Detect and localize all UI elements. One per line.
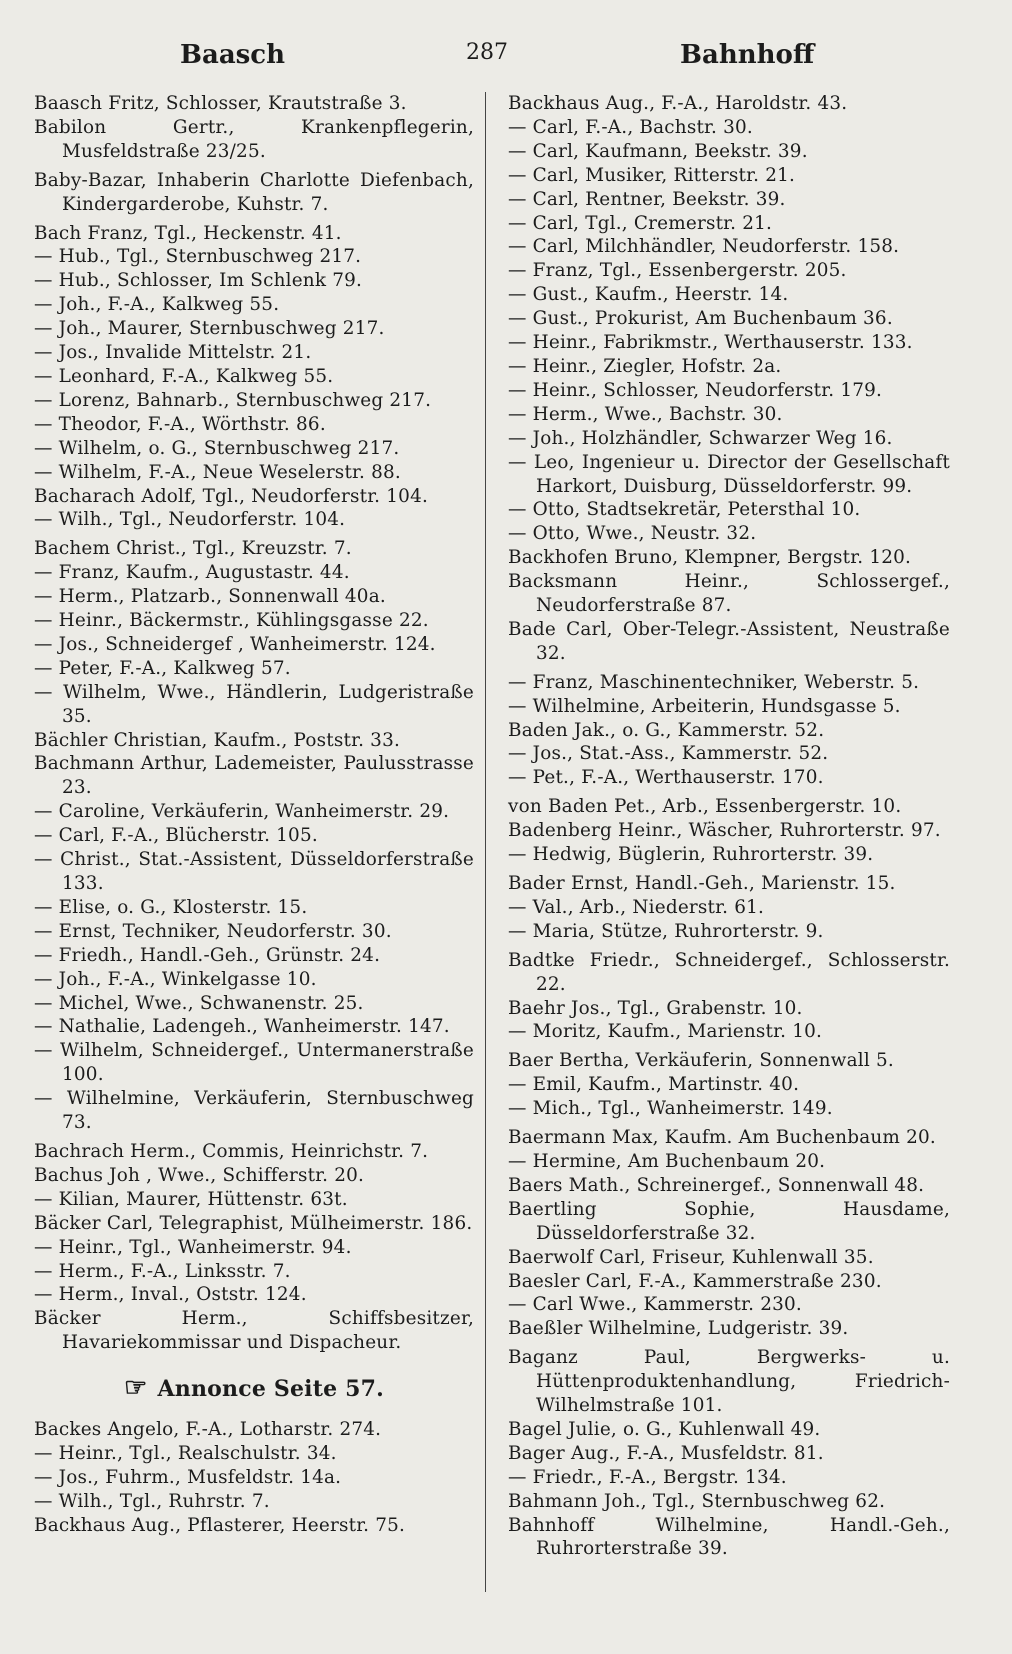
directory-entry: — Joh., F.-A., Winkelgasse 10. (34, 968, 317, 990)
directory-entry: — Gust., Kaufm., Heerstr. 14. (508, 284, 789, 306)
directory-entry: Bachem Christ., Tgl., Kreuzstr. 7. (34, 538, 352, 560)
directory-entry: Bachus Joh , Wwe., Schifferstr. 20. (34, 1164, 365, 1186)
directory-entry: Bäcker Carl, Telegraphist, Mülheimerstr. 186. (34, 1212, 473, 1234)
directory-entry: — Mich., Tgl., Wanheimerstr. 149. (508, 1098, 833, 1120)
directory-entry: Backhofen Bruno, Klempner, Bergstr. 120. (508, 547, 912, 569)
directory-entry: — Michel, Wwe., Schwanenstr. 25. (34, 992, 364, 1014)
directory-entry: — Jos., Fuhrm., Musfeldstr. 14a. (34, 1466, 342, 1488)
directory-entry: — Herm., F.-A., Linksstr. 7. (34, 1260, 291, 1282)
directory-entry: Backes Angelo, F.-A., Lotharstr. 274. (34, 1419, 382, 1441)
header-left-keyword: Baasch (180, 40, 286, 70)
directory-entry: Bachrach Herm., Commis, Heinrichstr. 7. (34, 1140, 429, 1162)
directory-entry: — Carl, Musiker, Ritterstr. 21. (508, 164, 796, 186)
page-number: 287 (466, 40, 508, 65)
directory-entry: Bager Aug., F.-A., Musfeldstr. 81. (508, 1442, 824, 1464)
directory-entry: — Heinr., Schlosser, Neudorferstr. 179. (508, 379, 883, 401)
directory-entry: Bach Franz, Tgl., Heckenstr. 41. (34, 222, 342, 244)
right-column (508, 92, 950, 1561)
directory-entry: — Elise, o. G., Klosterstr. 15. (34, 896, 308, 918)
directory-entry: Bachmann Arthur, Lademeister, Paulusstrasse 23. (34, 753, 474, 799)
directory-entry: — Otto, Stadtsekretär, Petersthal 10. (508, 499, 861, 521)
directory-entry: Badtke Friedr., Schneidergef., Schlosserstr. 22. (508, 949, 950, 995)
header-right-keyword: Bahnhoff (680, 40, 815, 70)
directory-entry: Baeßler Wilhelmine, Ludgeristr. 39. (508, 1318, 849, 1340)
directory-entry: Baganz Paul, Bergwerks- u. Hüttenproduktenhandlung, Friedrich-Wilhelmstraße 101. (508, 1347, 950, 1417)
directory-entry: — Pet., F.-A., Werthauserstr. 170. (508, 767, 824, 789)
directory-entry: Bacharach Adolf, Tgl., Neudorferstr. 104. (34, 485, 429, 507)
directory-entry: — Peter, F.-A., Kalkweg 57. (34, 657, 291, 679)
directory-entry: Baer Bertha, Verkäuferin, Sonnenwall 5. (508, 1050, 894, 1072)
directory-entry: — Jos., Invalide Mittelstr. 21. (34, 342, 312, 364)
directory-entry: Baertling Sophie, Hausdame, Düsseldorferstraße 32. (508, 1198, 950, 1244)
directory-entry: Bade Carl, Ober-Telegr.-Assistent, Neustraße 32. (508, 618, 950, 664)
directory-entry: Baers Math., Schreinergef., Sonnenwall 48. (508, 1174, 925, 1196)
directory-entry: — Wilhelmine, Arbeiterin, Hundsgasse 5. (508, 695, 901, 717)
directory-entry: Backhaus Aug., Pflasterer, Heerstr. 75. (34, 1514, 406, 1536)
directory-entry: — Emil, Kaufm., Martinstr. 40. (508, 1074, 800, 1096)
directory-entry: — Hermine, Am Buchenbaum 20. (508, 1150, 826, 1172)
directory-entry: — Wilhelm, o. G., Sternbuschweg 217. (34, 437, 400, 459)
directory-entry: Bader Ernst, Handl.-Geh., Marienstr. 15. (508, 873, 896, 894)
directory-entry: Bagel Julie, o. G., Kuhlenwall 49. (508, 1418, 821, 1440)
directory-entry: — Ernst, Techniker, Neudorferstr. 30. (34, 920, 392, 942)
directory-entry: Bahnhoff Wilhelmine, Handl.-Geh., Ruhrorterstraße 39. (508, 1514, 950, 1560)
directory-entry: Baden Jak., o. G., Kammerstr. 52. (508, 719, 825, 741)
directory-entry: Baby-Bazar, Inhaberin Charlotte Diefenbach, Kindergarderobe, Kuhstr. 7. (34, 169, 474, 215)
directory-entry: — Franz, Maschinentechniker, Weberstr. 5. (508, 671, 920, 693)
directory-entry: — Kilian, Maurer, Hüttenstr. 63t. (34, 1188, 348, 1210)
directory-entry: — Otto, Wwe., Neustr. 32. (508, 523, 757, 545)
directory-entry: — Lorenz, Bahnarb., Sternbuschweg 217. (34, 389, 432, 411)
directory-entry: — Hedwig, Büglerin, Ruhrorterstr. 39. (508, 844, 874, 866)
directory-entry: Bahmann Joh., Tgl., Sternbuschweg 62. (508, 1490, 886, 1512)
directory-entry: — Friedr., F.-A., Bergstr. 134. (508, 1466, 787, 1488)
directory-entry: — Leo, Ingenieur u. Director der Gesellschaft Harkort, Duisburg, Düsseldorferstr. 99. (508, 451, 950, 497)
directory-entry: — Franz, Tgl., Essenbergerstr. 205. (508, 260, 847, 282)
directory-entry: — Jos., Stat.-Ass., Kammerstr. 52. (508, 743, 829, 765)
directory-entry: Backsmann Heinr., Schlossergef., Neudorferstraße 87. (508, 571, 950, 617)
directory-entry: — Joh., Maurer, Sternbuschweg 217. (34, 318, 385, 340)
column-divider (485, 92, 486, 1592)
directory-entry: — Heinr., Ziegler, Hofstr. 2a. (508, 355, 782, 377)
directory-entry: Backhaus Aug., F.-A., Haroldstr. 43. (508, 93, 848, 114)
directory-entry: Babilon Gertr., Krankenpflegerin, Musfeldstraße 23/25. (34, 116, 474, 162)
directory-entry: — Christ., Stat.-Assistent, Düsseldorferstraße 133. (34, 849, 474, 894)
directory-entry: — Hub., Tgl., Sternbuschweg 217. (34, 246, 362, 268)
directory-entry: — Wilh., Tgl., Ruhrstr. 7. (34, 1490, 270, 1512)
directory-entry: — Carl Wwe., Kammerstr. 230. (508, 1294, 802, 1316)
directory-entry: — Wilhelmine, Verkäuferin, Sternbuschweg 73. (34, 1088, 474, 1134)
directory-entry: — Nathalie, Ladengeh., Wanheimerstr. 147. (34, 1016, 450, 1038)
directory-entry: Baesler Carl, F.-A., Kammerstraße 230. (508, 1270, 882, 1292)
directory-entry: Baermann Max, Kaufm. Am Buchenbaum 20. (508, 1127, 936, 1149)
annonce-reference (34, 1373, 474, 1404)
directory-entry: — Wilhelm, Wwe., Händlerin, Ludgeristraße 35. (34, 681, 474, 727)
directory-entry: — Maria, Stütze, Ruhrorterstr. 9. (508, 920, 824, 942)
pointing-hand-icon: ☞ (123, 1373, 148, 1404)
directory-entry: — Carl, F.-A., Bachstr. 30. (508, 116, 753, 138)
directory-entry: — Carl, Rentner, Beekstr. 39. (508, 188, 786, 210)
directory-entry: — Herm., Inval., Oststr. 124. (34, 1284, 307, 1306)
directory-entry: Bächler Christian, Kaufm., Poststr. 33. (34, 729, 401, 751)
directory-entry: Bäcker Herm., Schiffsbesitzer, Havariekommissar und Dispacheur. (34, 1308, 474, 1354)
directory-entry: — Jos., Schneidergef , Wanheimerstr. 124. (34, 633, 436, 655)
directory-entry: — Herm., Wwe., Bachstr. 30. (508, 403, 783, 425)
directory-entry: Baasch Fritz, Schlosser, Krautstraße 3. (34, 93, 407, 114)
directory-entry: — Carl, Milchhändler, Neudorferstr. 158. (508, 236, 900, 258)
directory-entry: — Theodor, F.-A., Wörthstr. 86. (34, 413, 326, 435)
directory-entry: Badenberg Heinr., Wäscher, Ruhrorterstr. 97. (508, 820, 941, 842)
directory-entry: — Gust., Prokurist, Am Buchenbaum 36. (508, 308, 893, 330)
directory-entry: — Joh., F.-A., Kalkweg 55. (34, 294, 280, 316)
directory-entry: — Wilh., Tgl., Neudorferstr. 104. (34, 509, 346, 531)
directory-entry: — Hub., Schlosser, Im Schlenk 79. (34, 270, 363, 292)
directory-entry: — Heinr., Fabrikmstr., Werthauserstr. 133. (508, 332, 913, 354)
directory-entry: — Herm., Platzarb., Sonnenwall 40a. (34, 586, 386, 608)
directory-entry: — Caroline, Verkäuferin, Wanheimerstr. 29. (34, 801, 450, 823)
directory-entry: — Moritz, Kaufm., Marienstr. 10. (508, 1021, 823, 1043)
directory-entry: Baehr Jos., Tgl., Grabenstr. 10. (508, 997, 803, 1019)
directory-entry: — Wilhelm, Schneidergef., Untermanerstraße 100. (34, 1040, 474, 1086)
directory-entry: — Carl, Tgl., Cremerstr. 21. (508, 212, 773, 234)
directory-entry: — Heinr., Tgl., Realschulstr. 34. (34, 1443, 337, 1465)
directory-entry: — Carl, Kaufmann, Beekstr. 39. (508, 140, 808, 162)
directory-entry: — Joh., Holzhändler, Schwarzer Weg 16. (508, 427, 893, 449)
directory-entry: — Franz, Kaufm., Augustastr. 44. (34, 562, 350, 584)
directory-entry: — Friedh., Handl.-Geh., Grünstr. 24. (34, 944, 381, 966)
directory-entry: — Heinr., Tgl., Wanheimerstr. 94. (34, 1236, 352, 1258)
directory-entry: — Leonhard, F.-A., Kalkweg 55. (34, 365, 334, 387)
annonce-text: Annonce Seite 57. (157, 1376, 385, 1403)
directory-entry: — Heinr., Bäckermstr., Kühlingsgasse 22. (34, 610, 429, 632)
directory-entry: von Baden Pet., Arb., Essenbergerstr. 10. (508, 796, 902, 818)
left-column (34, 92, 474, 1538)
directory-entry: — Val., Arb., Niederstr. 61. (508, 896, 765, 918)
directory-entry: Baerwolf Carl, Friseur, Kuhlenwall 35. (508, 1246, 874, 1268)
page-header (0, 34, 1012, 74)
directory-entry: — Carl, F.-A., Blücherstr. 105. (34, 825, 318, 847)
directory-entry: — Wilhelm, F.-A., Neue Weselerstr. 88. (34, 461, 401, 483)
